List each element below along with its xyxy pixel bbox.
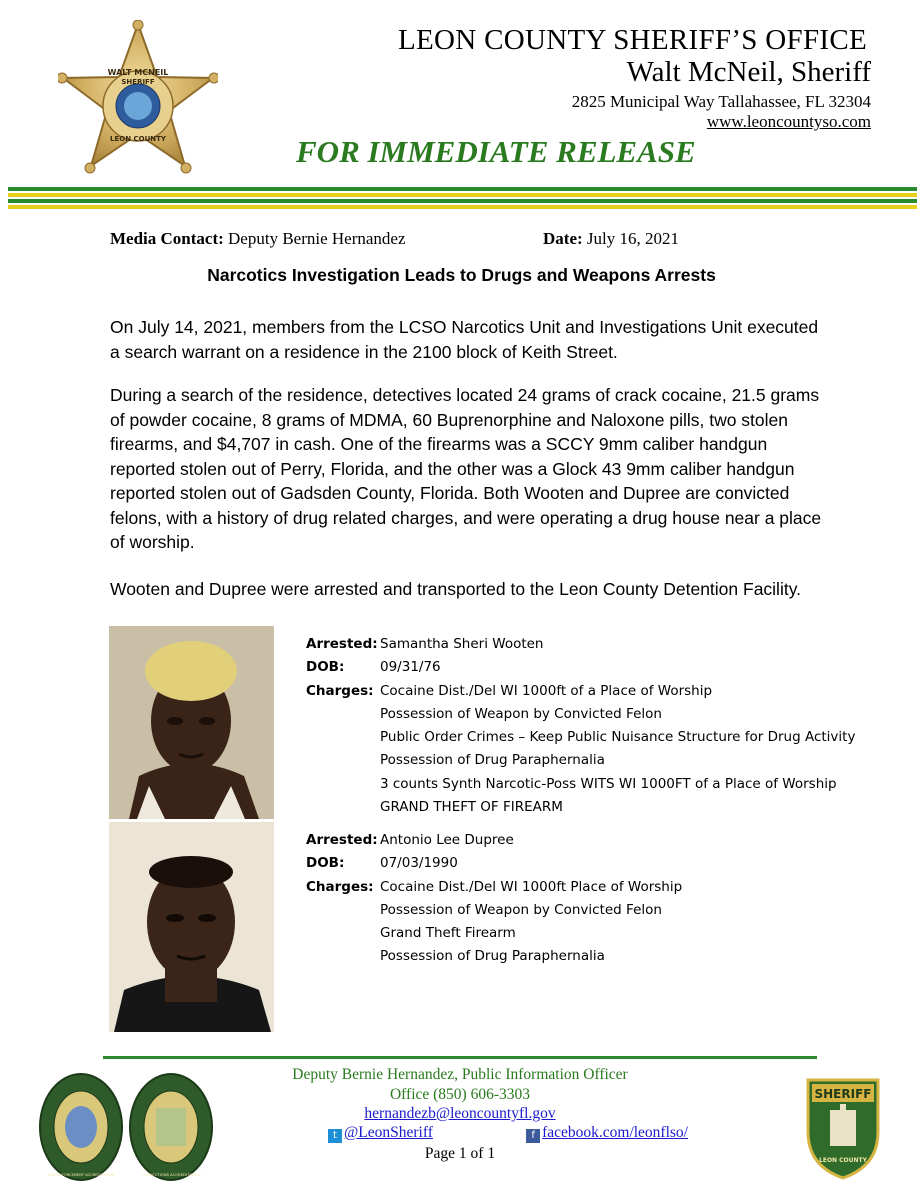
corrections-accreditation-seal — [128, 1072, 214, 1182]
leon-county-sheriff-shield — [800, 1074, 886, 1180]
svg-text:SHERIFF: SHERIFF — [121, 78, 155, 86]
charges-label: Charges: — [306, 878, 374, 895]
charge-item: GRAND THEFT OF FIREARM — [380, 799, 563, 816]
svg-text:CORRECTIONS ACCREDITATION: CORRECTIONS ACCREDITATION — [141, 1172, 201, 1177]
svg-text:LEON COUNTY: LEON COUNTY — [819, 1157, 867, 1164]
media-contact: Media Contact: Deputy Bernie Hernandez — [110, 229, 406, 248]
charge-item: 3 counts Synth Narcotic-Poss WITS WI 1000FT of a Place of Worship — [380, 775, 837, 792]
arrested-label: Arrested: — [306, 636, 378, 652]
paragraph-1: On July 14, 2021, members from the LCSO Narcotics Unit and Investigations Unit executed a search warrant on a residence in the 2100 block of Keith Street. — [110, 317, 819, 362]
arrest-record-dupree — [306, 829, 682, 969]
footer-officer: Deputy Bernie Hernandez, Public Information Officer — [292, 1066, 628, 1083]
facebook-icon: f — [526, 1129, 540, 1143]
charge-item: Possession of Weapon by Convicted Felon — [380, 901, 662, 918]
arrested-label: Arrested: — [306, 832, 378, 848]
dob-label: DOB: — [306, 659, 345, 676]
facebook-link[interactable]: f facebook.com/leonflso/ — [526, 1124, 688, 1143]
sheriff-star-badge — [58, 20, 218, 185]
charge-item: Possession of Weapon by Convicted Felon — [380, 705, 662, 722]
arrestee-name: Antonio Lee Dupree — [380, 832, 514, 848]
charge-item: Possession of Drug Paraphernalia — [380, 752, 605, 769]
mugshot-wooten — [109, 626, 274, 819]
twitter-icon: t — [328, 1129, 342, 1143]
sheriff-name: Walt McNeil, Sheriff — [626, 56, 871, 88]
paragraph-3: Wooten and Dupree were arrested and transported to the Leon County Detention Facility. — [110, 579, 802, 599]
charge-item: Public Order Crimes – Keep Public Nuisance Structure for Drug Activity — [380, 729, 856, 746]
arrestee-dob: 07/03/1990 — [380, 855, 458, 872]
footer-phone: Office (850) 606-3303 — [389, 1086, 531, 1103]
footer-divider — [103, 1056, 817, 1059]
dob-label: DOB: — [306, 855, 345, 872]
arrest-record-wooten — [306, 633, 855, 819]
page-number: Page 1 of 1 — [424, 1145, 496, 1162]
arrestee-dob: 09/31/76 — [380, 659, 441, 676]
svg-text:LAW ENFORCEMENT ACCREDITATION: LAW ENFORCEMENT ACCREDITATION — [47, 1173, 115, 1177]
charge-item: Grand Theft Firearm — [380, 925, 516, 942]
release-banner: FOR IMMEDIATE RELEASE — [296, 134, 696, 169]
headline: Narcotics Investigation Leads to Drugs and Weapons Arrests — [207, 265, 716, 285]
charges-label: Charges: — [306, 682, 374, 699]
office-name: LEON COUNTY SHERIFF’S OFFICE — [398, 24, 867, 56]
mugshot-dupree — [109, 822, 274, 1032]
charge-item: Possession of Drug Paraphernalia — [380, 948, 605, 965]
svg-text:SHERIFF: SHERIFF — [814, 1087, 872, 1101]
header-divider — [8, 187, 917, 209]
svg-text:WALT MCNEIL: WALT MCNEIL — [107, 68, 169, 77]
footer-email-link[interactable]: hernandezb@leoncountyfl.gov — [364, 1105, 556, 1122]
charge-item: Cocaine Dist./Del WI 1000ft of a Place of Worship — [380, 682, 713, 699]
arrestee-name: Samantha Sheri Wooten — [380, 636, 544, 652]
charge-item: Cocaine Dist./Del WI 1000ft Place of Worship — [380, 878, 683, 895]
twitter-link[interactable]: t @LeonSheriff — [328, 1124, 433, 1143]
svg-text:LEON COUNTY: LEON COUNTY — [110, 135, 166, 143]
office-address: 2825 Municipal Way Tallahassee, FL 32304 — [571, 92, 871, 111]
law-enforcement-accreditation-seal — [38, 1072, 124, 1182]
social-links — [328, 1124, 688, 1143]
release-date: Date: July 16, 2021 — [543, 229, 679, 248]
paragraph-2: During a search of the residence, detectives located 24 grams of crack cocaine, 21.5 grams of powder cocaine, 8 grams of MDMA, 60 Buprenorphine and Naloxone pills, two stolen firearms, and $4,707 in cash. One of the firearms was a SCCY 9mm caliber handgun reported stolen out of Perry, Florida, and the other was a Glock 43 9mm caliber handgun reported stolen out of Gadsden County, Florida. Both Wooten and Dupree are convicted felons, with a history of drug related charges, and were operating a drug house near a place of worship. — [110, 385, 822, 552]
website-link[interactable]: www.leoncountyso.com — [706, 112, 871, 131]
